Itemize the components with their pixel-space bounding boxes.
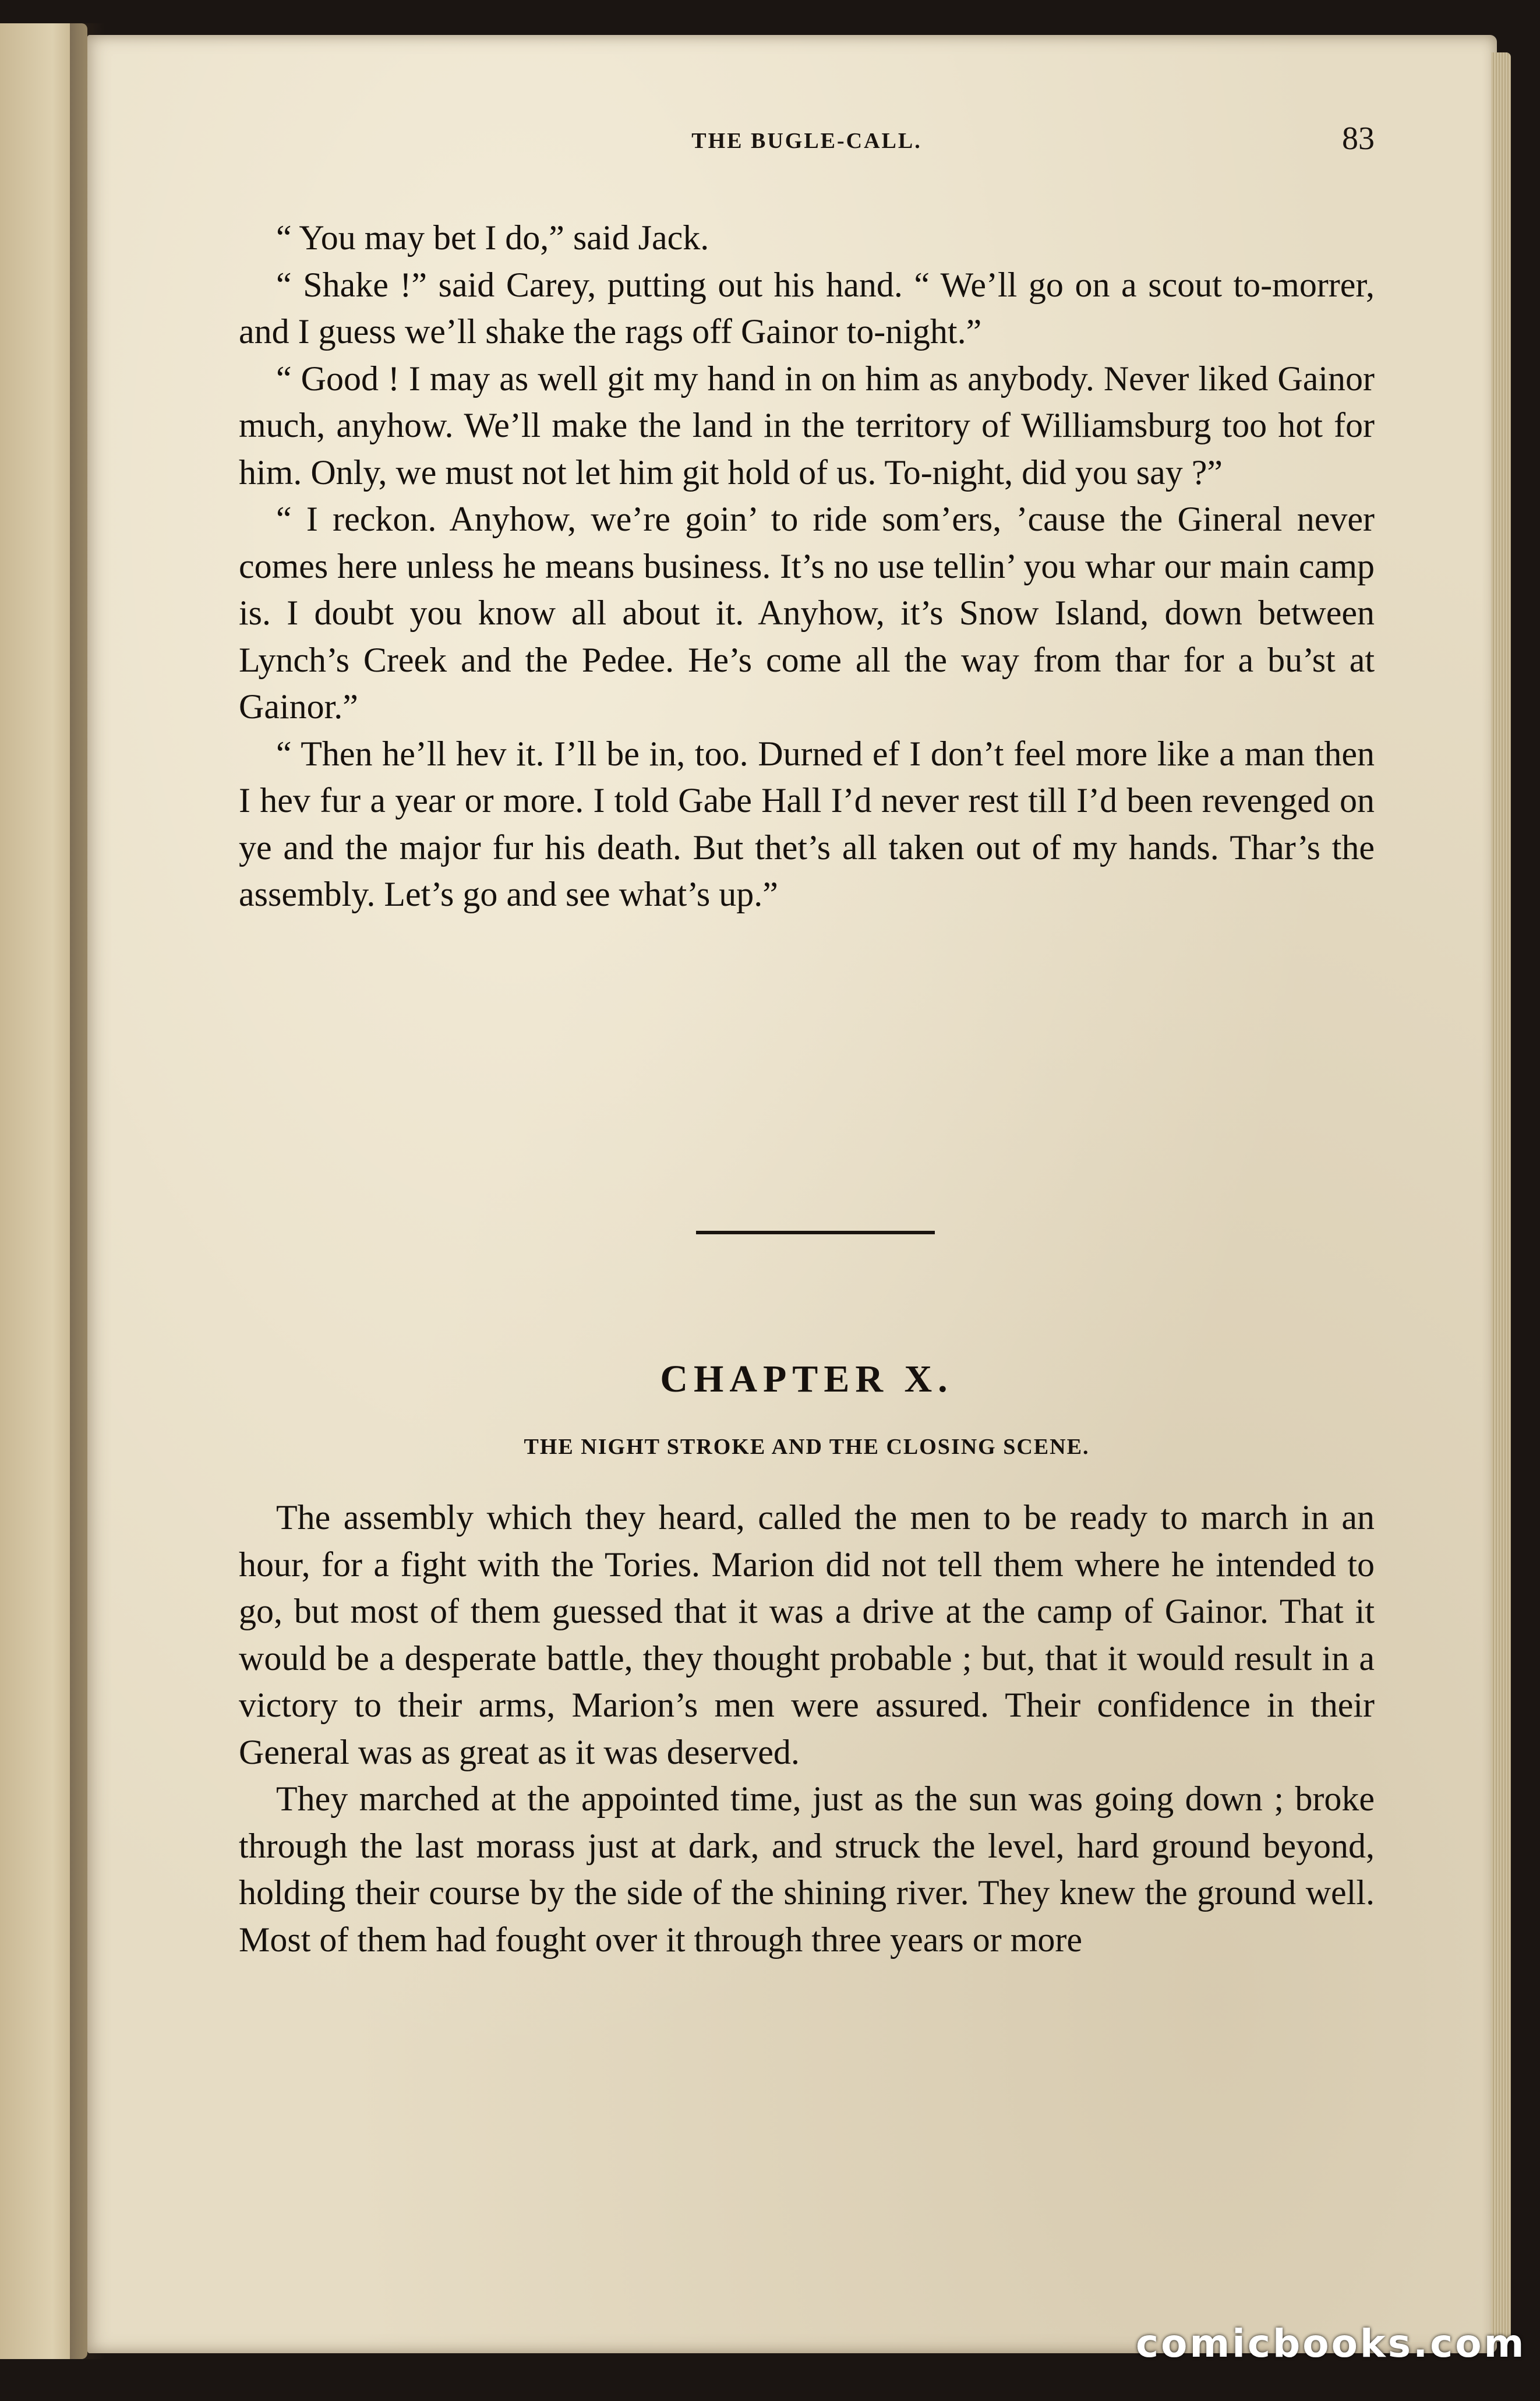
paragraph: “ Good ! I may as well git my hand in on him as anybody. Never liked Gainor much, anyhow. We’ll make the land in the territory of Williamsburg too hot for him. Only, we must not let him git hold of us. To-night, did you say ?” [239, 359, 1375, 492]
site-watermark: comicbooks.com [1136, 2321, 1527, 2366]
chapter-title: CHAPTER X. [660, 1358, 953, 1400]
paragraph: “ Shake !” said Carey, putting out his hand. “ We’ll go on a scout to-morrer, and I guess we’ll shake the rags off Gainor to-night.” [239, 265, 1375, 351]
running-title: THE BUGLE-CALL. [691, 129, 922, 153]
page-number: 83 [1342, 121, 1375, 157]
section-divider [696, 1231, 935, 1234]
page-stack-edge [1491, 52, 1511, 2342]
body-text-bottom [239, 1494, 1375, 1963]
page-header [239, 116, 1375, 163]
body-text-top [239, 214, 1375, 918]
paragraph: “ I reckon. Anyhow, we’re goin’ to ride som’ers, ’cause the Gineral never comes here unless he means business. It’s no use tellin’ you whar our main camp is. I doubt you know all about it. Anyhow, it’s Snow Island, down between Lynch’s Creek and the Pedee. He’s come all the way from thar for a bu’st at Gainor.” [239, 500, 1375, 726]
paragraph: “ Then he’ll hev it. I’ll be in, too. Durned ef I don’t feel more like a man then I hev fur a year or more. I told Gabe Hall I’d never rest till I’d been revenged on ye and the major fur his death. But thet’s all taken out of my hands. Thar’s the assembly. Let’s go and see what’s up.” [239, 734, 1375, 913]
paragraph: The assembly which they heard, called the men to be ready to march in an hour, for a fight with the Tories. Marion did not tell them where he intended to go, but most of them guessed that it was a drive at the camp of Gainor. That it would be a desperate battle, they thought probable ; but, that it would result in a victory to their arms, Marion’s men were assured. Their confidence in their General was as great as it was deserved. [239, 1498, 1375, 1771]
chapter-subtitle: THE NIGHT STROKE AND THE CLOSING SCENE. [524, 1435, 1090, 1459]
paragraph: They marched at the appointed time, just as the sun was going down ; broke through the last morass just at dark, and struck the level, hard ground beyond, holding their course by the side of the shining river. They knew the ground well. Most of them had fought over it through three years or more [239, 1779, 1375, 1959]
paragraph: “ You may bet I do,” said Jack. [276, 218, 709, 257]
